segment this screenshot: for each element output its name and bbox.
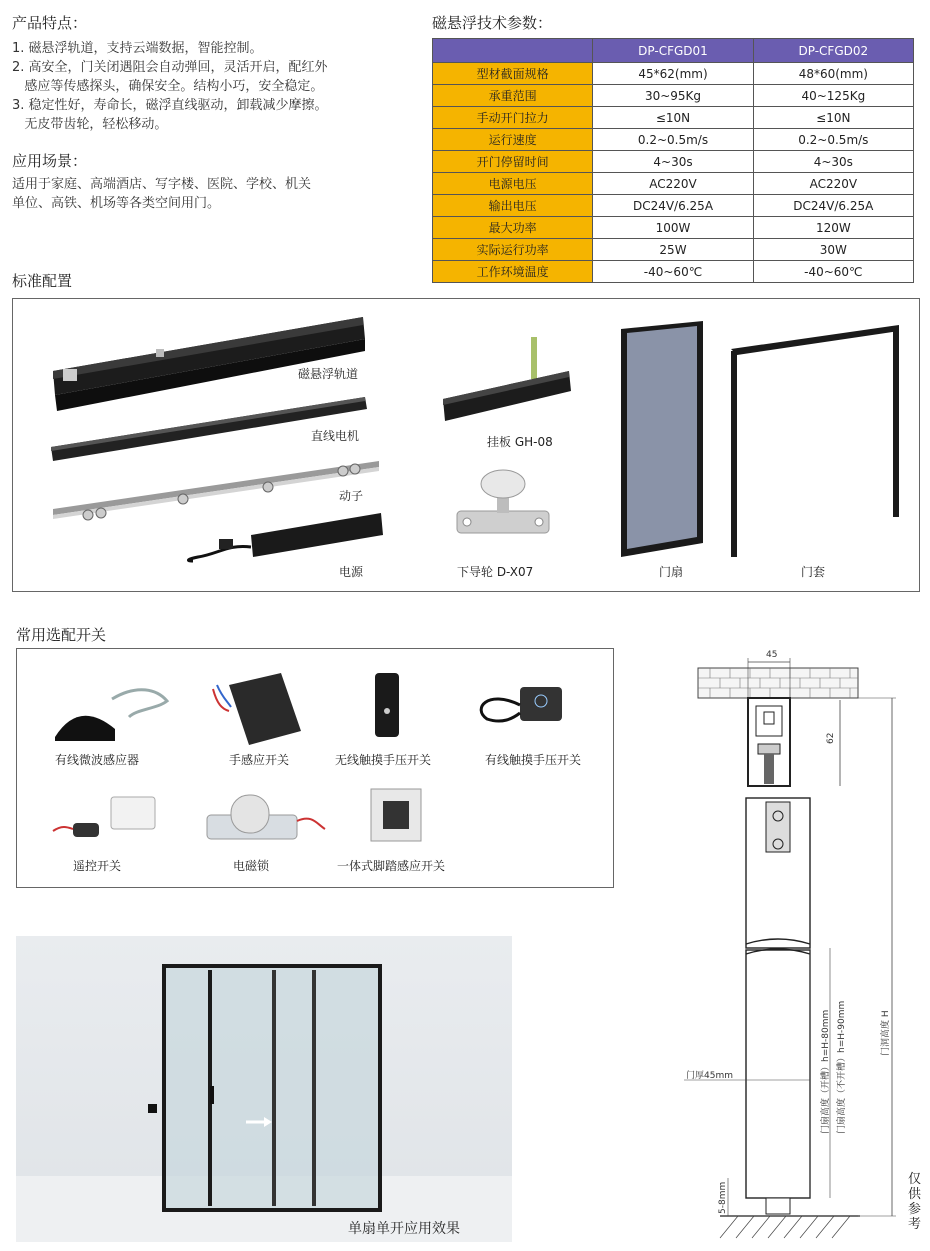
spec-value: ≤10N [753, 107, 913, 129]
spec-value: ≤10N [593, 107, 753, 129]
opening-height-label: 门洞高度 H [881, 1010, 891, 1056]
spec-value: DC24V/6.25A [593, 195, 753, 217]
spec-row [433, 217, 914, 239]
spec-value: 120W [753, 217, 913, 239]
application-photo [16, 936, 512, 1242]
spec-value: 100W [593, 217, 753, 239]
optional-item-label: 一体式脚踏感应开关 [337, 859, 446, 873]
spec-model-1: DP-CFGD01 [593, 39, 753, 63]
hanger-image [443, 337, 571, 421]
spec-value: 0.2~0.5m/s [593, 129, 753, 151]
power-label: 电源 [339, 565, 364, 579]
feature-line: 3. 稳定性好，寿命长，磁浮直线驱动，卸载减少摩擦。 [12, 98, 328, 113]
spec-value: 45*62(mm) [593, 63, 753, 85]
feature-line: 无皮带齿轮，轻松移动。 [12, 117, 168, 132]
spec-value: 30W [753, 239, 913, 261]
door-leaf-label: 门扇 [659, 565, 684, 579]
spec-value: -40~60℃ [753, 261, 913, 283]
spec-table [432, 38, 914, 283]
foot-sensor-switch-image [371, 789, 421, 841]
door-thickness-label: 门厚45mm [686, 1071, 733, 1081]
scene-line: 单位、高铁、机场等各类空间用门。 [12, 196, 221, 211]
reference-note: 仅供参考 [908, 1172, 922, 1232]
guide-wheel-label: 下导轮 D-X07 [457, 565, 534, 579]
door-leaf-image [621, 321, 703, 557]
standard-illustrations [13, 299, 919, 591]
spec-row [433, 85, 914, 107]
width-dim-label: 45 [766, 650, 778, 660]
optional-item-label: 电磁锁 [233, 859, 270, 873]
scenes-section [12, 150, 412, 213]
spec-label: 电源电压 [433, 173, 593, 195]
spec-value: 0.2~0.5m/s [753, 129, 913, 151]
feature-line: 感应等传感探头，确保安全。结构小巧，安全稳定。 [12, 79, 324, 94]
optional-illustrations [17, 649, 613, 887]
spec-label: 最大功率 [433, 217, 593, 239]
optional-box [16, 648, 614, 888]
spec-row [433, 261, 914, 283]
spec-value: 30~95Kg [593, 85, 753, 107]
scene-line: 适用于家庭、高端酒店、写字楼、医院、学校、机关 [12, 177, 312, 192]
spec-row [433, 129, 914, 151]
features-title: 产品特点： [12, 14, 88, 32]
specs-title-text: 磁悬浮技术参数： [432, 14, 553, 32]
spec-row [433, 239, 914, 261]
wireless-touch-switch-image [375, 673, 399, 737]
spec-row [433, 151, 914, 173]
spec-label: 工作环境温度 [433, 261, 593, 283]
optional-title: 常用选配开关 [16, 626, 107, 644]
spec-label: 型材截面规格 [433, 63, 593, 85]
hanger-label: 挂板 GH-08 [487, 435, 553, 449]
leaf-height-label-1: 门扇高度（开槽）h=H-80mm [821, 1009, 831, 1134]
spec-row [433, 107, 914, 129]
scenes-title: 应用场景： [12, 152, 88, 170]
spec-label: 开门停留时间 [433, 151, 593, 173]
remote-switch-image [53, 797, 155, 837]
track-label: 磁悬浮轨道 [298, 367, 359, 381]
section-drawing [680, 648, 930, 1247]
optional-item-label: 有线微波感应器 [55, 753, 140, 767]
optional-item-label: 手感应开关 [229, 753, 290, 767]
door-photo-illustration [16, 936, 512, 1242]
spec-value: -40~60℃ [593, 261, 753, 283]
hand-sensor-switch-image [213, 673, 301, 745]
photo-caption: 单扇单开应用效果 [348, 1221, 460, 1237]
mover-label: 动子 [339, 489, 364, 503]
spec-label: 手动开门拉力 [433, 107, 593, 129]
spec-row [433, 173, 914, 195]
spec-value: 4~30s [753, 151, 913, 173]
spec-value: AC220V [753, 173, 913, 195]
spec-value: DC24V/6.25A [753, 195, 913, 217]
spec-label: 运行速度 [433, 129, 593, 151]
feature-line: 2. 高安全，门关闭遇阻会自动弹回，灵活开启，配红外 [12, 60, 328, 75]
spec-value: 4~30s [593, 151, 753, 173]
spec-header-row [433, 39, 914, 63]
track-image [53, 317, 365, 411]
gap-label: 5-8mm [718, 1181, 728, 1214]
optional-item-label: 无线触摸手压开关 [335, 753, 432, 767]
spec-label: 实际运行功率 [433, 239, 593, 261]
spec-header-blank [433, 39, 593, 63]
power-image [188, 513, 383, 561]
spec-label: 承重范围 [433, 85, 593, 107]
motor-label: 直线电机 [311, 429, 360, 443]
spec-value: 25W [593, 239, 753, 261]
mover-image [53, 461, 379, 520]
features-section [12, 12, 412, 134]
spec-model-2: DP-CFGD02 [753, 39, 913, 63]
optional-item-label: 遥控开关 [73, 859, 122, 873]
technical-drawing [680, 648, 930, 1247]
door-frame-label: 门套 [801, 565, 826, 579]
door-frame-image [731, 325, 899, 557]
spec-label: 输出电压 [433, 195, 593, 217]
leaf-height-label-2: 门扇高度（不开槽）h=H-90mm [837, 1000, 847, 1134]
wired-touch-switch-image [481, 687, 562, 721]
standard-title: 标准配置 [12, 272, 73, 290]
spec-value: AC220V [593, 173, 753, 195]
spec-value: 48*60(mm) [753, 63, 913, 85]
features-list [12, 39, 412, 134]
optional-item-label: 有线触摸手压开关 [485, 753, 582, 767]
spec-row [433, 195, 914, 217]
guide-wheel-image [457, 470, 549, 533]
standard-box [12, 298, 920, 592]
height-dim-label: 62 [826, 732, 836, 744]
spec-value: 40~125Kg [753, 85, 913, 107]
microwave-sensor-image [55, 690, 167, 741]
magnetic-lock-image [207, 795, 325, 839]
feature-line: 1. 磁悬浮轨道，支持云端数据，智能控制。 [12, 41, 263, 56]
spec-row [433, 63, 914, 85]
